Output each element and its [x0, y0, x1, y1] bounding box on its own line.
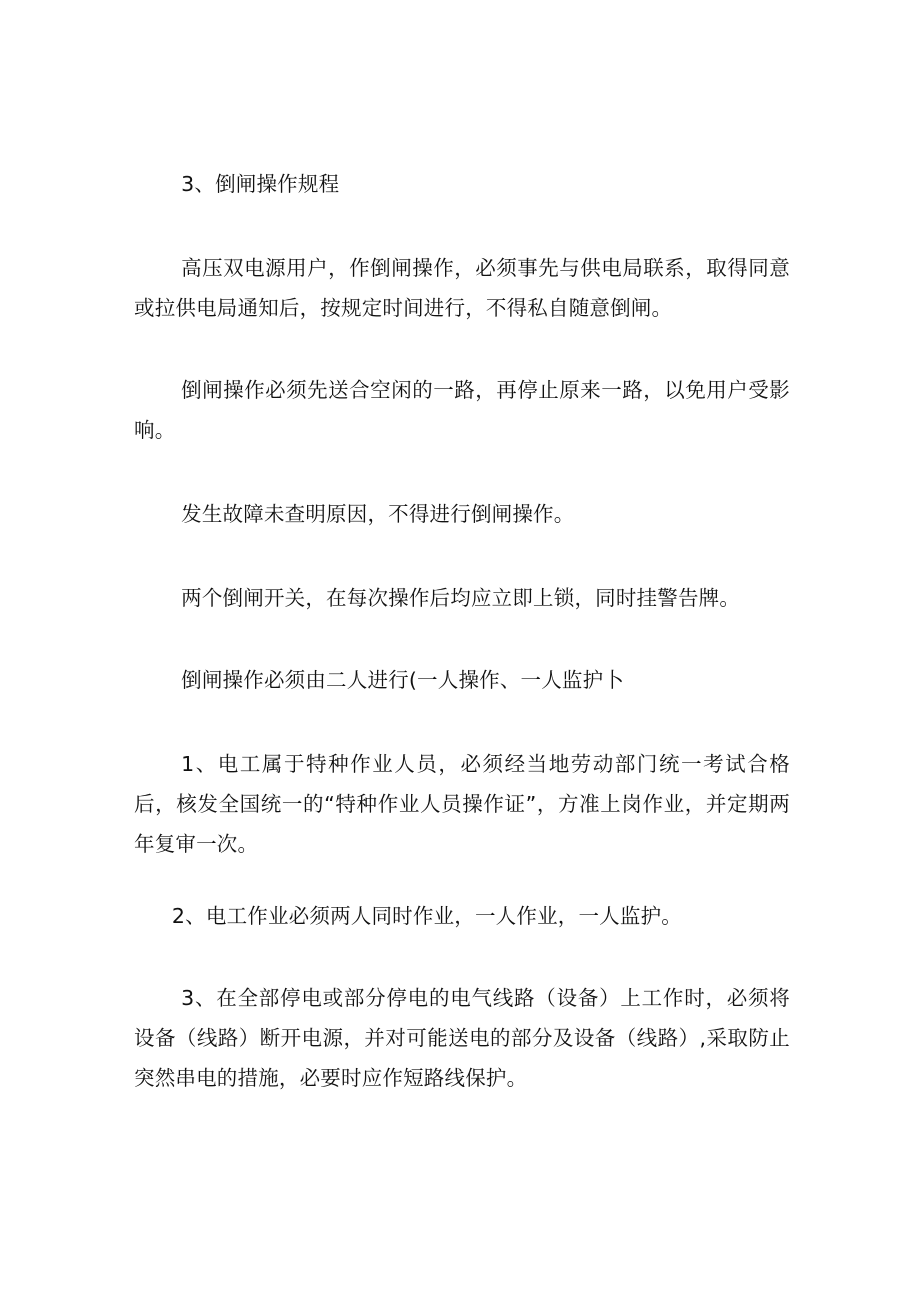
paragraph-special-operator-certificate: 1、电工属于特种作业人员，必须经当地劳动部门统一考试合格后，核发全国统一的“特种作业人员操作证”，方准上岗作业，并定期两年复审一次。 [134, 752, 790, 856]
paragraph-lock-switches: 两个倒闸开关，在每次操作后均应立即上锁，同时挂警告牌。 [181, 586, 741, 610]
paragraph-fault-rule: 发生故障未查明原因，不得进行倒闸操作。 [181, 502, 575, 526]
paragraph-two-person-switching: 倒闸操作必须由二人进行(一人操作、一人监护卜 [181, 668, 625, 692]
paragraph-two-person-work: 2、电工作业必须两人同时作业，一人作业，一人监护。 [171, 904, 682, 928]
paragraph-switch-order: 倒闸操作必须先送合空闲的一路，再停止原来一路，以免用户受影响。 [134, 378, 790, 442]
paragraph-power-isolation: 3、在全部停电或部分停电的电气线路（设备）上工作时，必须将设备（线路）断开电源，并对可能送电的部分及设备（线路）,采取防止突然串电的措施，必要时应作短路线保护。 [134, 986, 790, 1090]
paragraph-dual-power-switching: 高压双电源用户，作倒闸操作，必须事先与供电局联系，取得同意或拉供电局通知后，按规定时间进行，不得私自随意倒闸。 [134, 256, 790, 320]
section-heading: 3、倒闸操作规程 [181, 172, 340, 196]
